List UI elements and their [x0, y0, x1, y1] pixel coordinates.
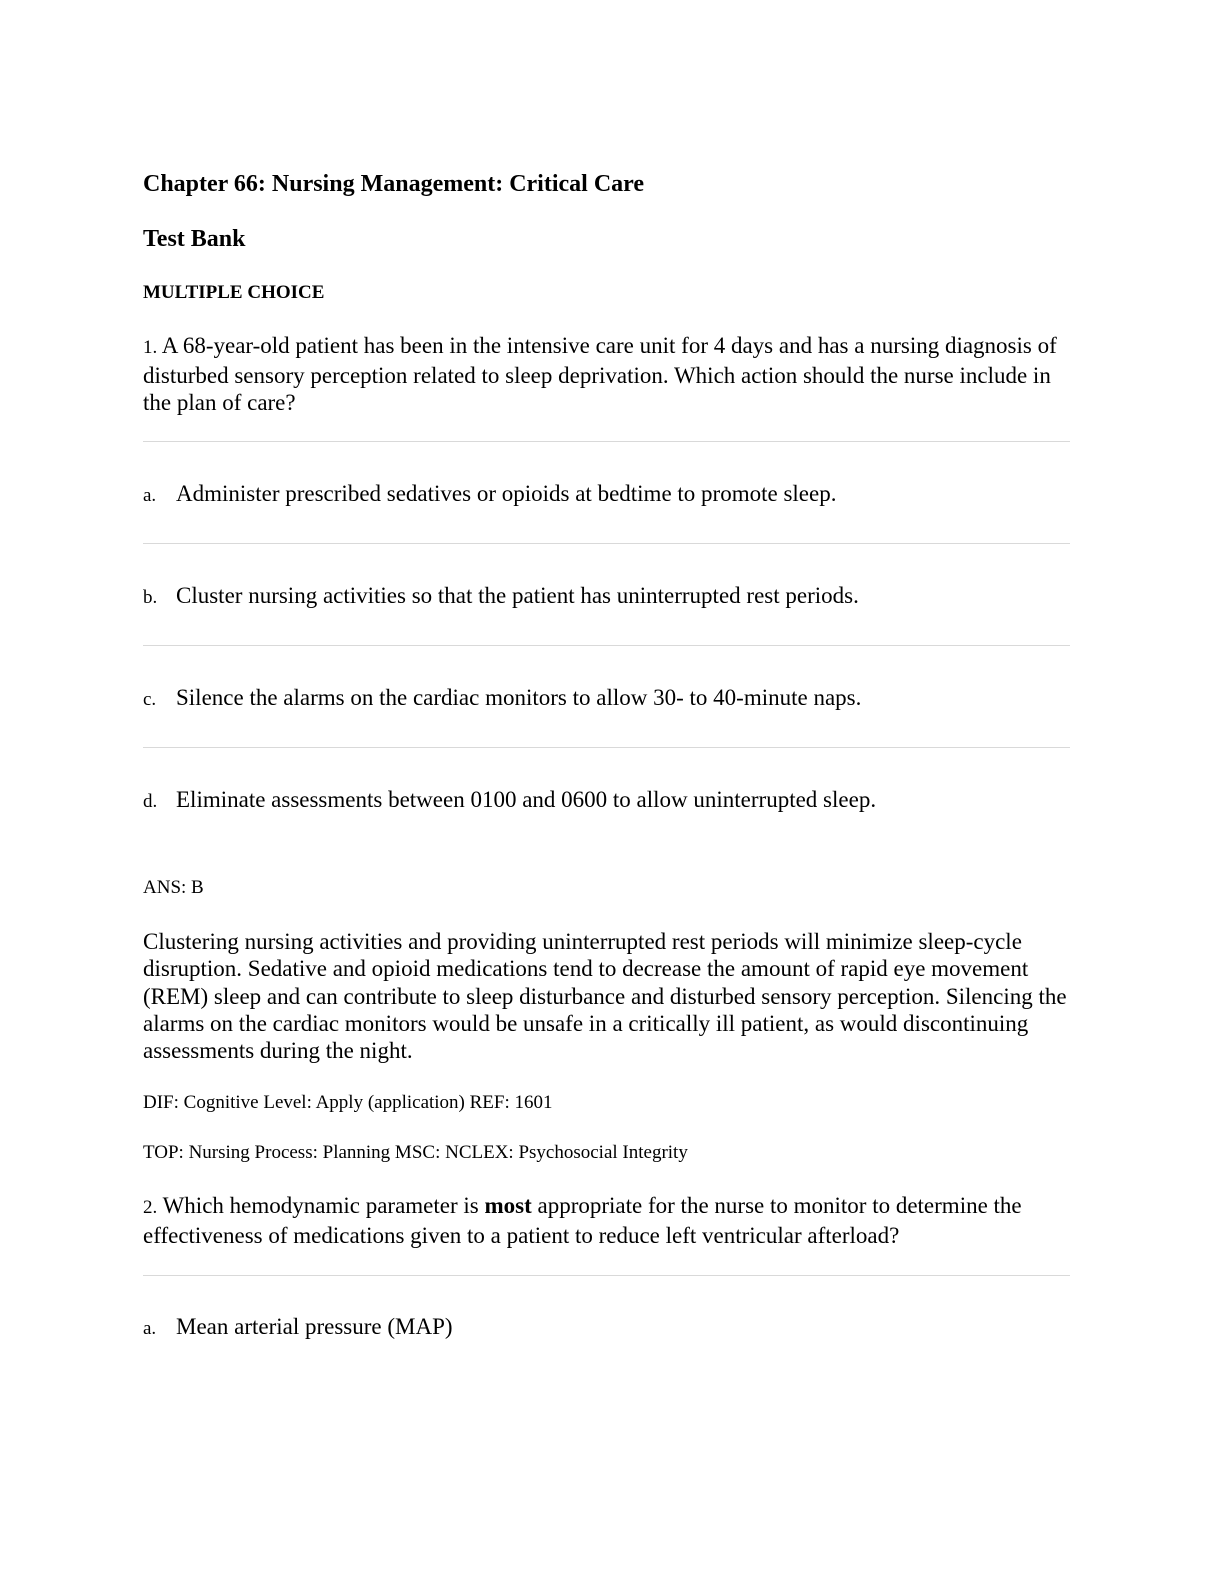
section-heading: MULTIPLE CHOICE [143, 282, 325, 303]
question-2-number: 2. [143, 1197, 158, 1218]
option-text: Mean arterial pressure (MAP) [176, 1314, 453, 1339]
option-letter: a. [143, 485, 157, 506]
question-1-option-b[interactable] [143, 581, 1070, 611]
question-1-answer: ANS: B [143, 877, 204, 898]
question-1-stem [143, 332, 1070, 417]
question-1-option-d[interactable] [143, 785, 1070, 815]
option-divider [143, 1275, 1070, 1276]
question-1-topic-msc: TOP: Nursing Process: Planning MSC: NCLEX: Psychosocial Integrity [143, 1142, 688, 1163]
option-text: Silence the alarms on the cardiac monitors to allow 30- to 40-minute naps. [176, 685, 862, 710]
question-1-rationale: Clustering nursing activities and providing uninterrupted rest periods will minimize sleep-cycle disruption. Sedative and opioid medications tend to decrease the amount of rapid eye movement (REM) sleep and can contribute to sleep disturbance and disturbed sensory perception. Silencing the alarms on the cardiac monitors would be unsafe in a critically ill patient, as would discontinuing assessments during the night. [143, 929, 1067, 1064]
question-1-number: 1. [143, 337, 158, 358]
option-divider [143, 543, 1070, 544]
question-2-emphasis: most [484, 1193, 532, 1218]
chapter-title: Chapter 66: Nursing Management: Critical Care [143, 171, 645, 197]
option-divider [143, 441, 1070, 442]
option-letter: c. [143, 689, 157, 710]
question-2-stem [143, 1192, 1070, 1249]
option-divider [143, 747, 1070, 748]
option-letter: a. [143, 1318, 157, 1339]
question-2-option-a[interactable] [143, 1312, 1070, 1342]
question-1-text: A 68-year-old patient has been in the intensive care unit for 4 days and has a nursing diagnosis of disturbed sensory perception related to sleep deprivation. Which action should the nurse include in the plan of care? [143, 333, 1057, 415]
option-letter: d. [143, 791, 158, 812]
option-text: Administer prescribed sedatives or opioids at bedtime to promote sleep. [176, 481, 837, 506]
question-2-text-after: appropriate for the nurse to monitor to determine the effectiveness of medications given to a patient to reduce left ventricular afterload? [143, 1193, 1022, 1248]
question-1-difficulty-reference: DIF: Cognitive Level: Apply (application) REF: 1601 [143, 1092, 553, 1113]
option-text: Eliminate assessments between 0100 and 0600 to allow uninterrupted sleep. [176, 787, 877, 812]
option-divider [143, 645, 1070, 646]
option-letter: b. [143, 587, 158, 608]
test-bank-heading: Test Bank [143, 226, 246, 252]
question-1-option-c[interactable] [143, 683, 1070, 713]
option-text: Cluster nursing activities so that the patient has uninterrupted rest periods. [176, 583, 859, 608]
question-2-text-before: Which hemodynamic parameter is [162, 1193, 485, 1218]
question-1-option-a[interactable] [143, 479, 1070, 509]
